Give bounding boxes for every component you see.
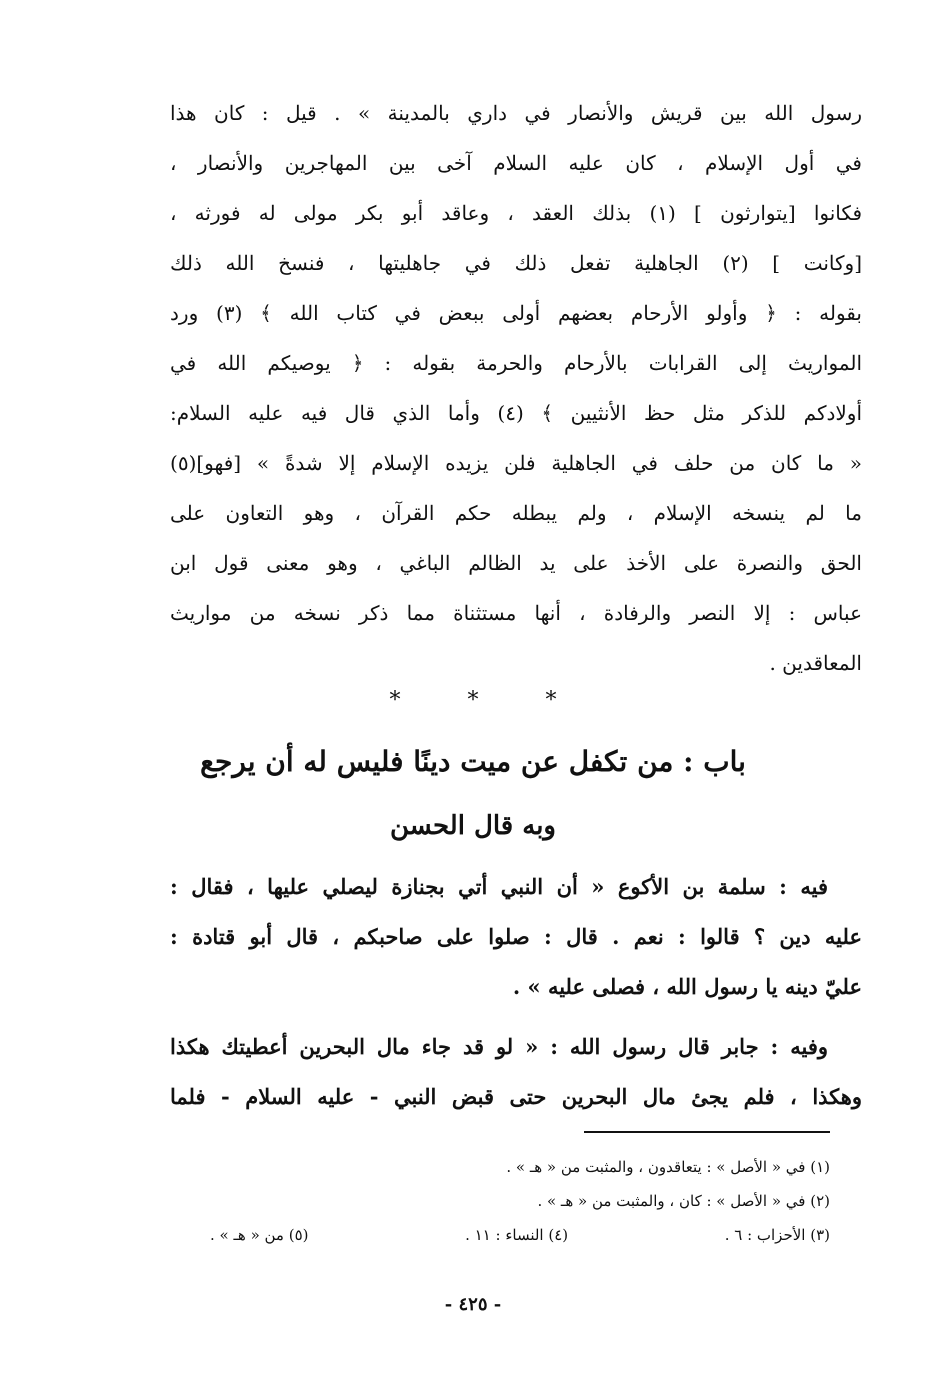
body-line: ما لم ينسخه الإسلام ، ولم يبطله حكم القرآن ، وهو التعاون على [170, 501, 862, 525]
footnote-divider [584, 1131, 830, 1133]
separator-star: * [389, 688, 401, 713]
hadith-line: وفيه : جابر قال رسول الله : « لو قد جاء مال البحرين أعطيتك هكذا [170, 1034, 828, 1059]
footnote-1: (١) في « الأصل » : يتعاقدون ، والمثبت من « هـ » . [506, 1158, 830, 1176]
body-line: المعاقدين . [769, 651, 862, 675]
separator-star: * [545, 688, 557, 713]
footnotes [210, 1150, 830, 1252]
footnote-5: (٥) من « هـ » . [210, 1226, 309, 1244]
body-line: « ما كان من حلف في الجاهلية فلن يزيده الإسلام إلا شدةً » [فهو](٥) [170, 451, 862, 475]
hadith-line: فيه : سلمة بن الأكوع « أن النبي أتي بجنازة ليصلي عليها ، فقال : [170, 874, 828, 899]
body-line: رسول الله بين قريش والأنصار في داري بالمدينة » . قيل : كان هذا [170, 101, 862, 125]
hadith-paragraph-1 [170, 862, 862, 1012]
chapter-title: باب : من تكفل عن ميت دينًا فليس له أن يرجع [200, 745, 746, 778]
footnote-2: (٢) في « الأصل » : كان ، والمثبت من « هـ » . [537, 1192, 830, 1210]
hadith-line: وهكذا ، فلم يجئ مال البحرين حتى قبض النبي - عليه السلام - فلما [170, 1084, 862, 1109]
separator-star: * [467, 688, 479, 713]
body-text [170, 88, 862, 688]
chapter-subtitle: وبه قال الحسن [390, 811, 556, 841]
section-separator [0, 686, 946, 716]
hadith-paragraph-2 [170, 1022, 862, 1122]
footnote-row [210, 1218, 830, 1252]
footnote-4: (٤) النساء : ١١ . [465, 1226, 569, 1244]
body-line: [وكانت ] (٢) الجاهلية تفعل ذلك في جاهليتها ، فنسخ الله ذلك [170, 251, 862, 275]
hadith-line: عليه دين ؟ قالوا : نعم . قال : صلوا على صاحبكم ، قال أبو قتادة : [170, 924, 862, 949]
body-line: في أول الإسلام ، كان عليه السلام آخى بين المهاجرين والأنصار ، [170, 151, 862, 175]
body-line: بقوله : ﴿ وأولو الأرحام بعضهم أولى ببعض في كتاب الله ﴾ (٣) ورد [170, 301, 862, 325]
page-number: - ٤٢٥ - [444, 1294, 502, 1315]
footnote-3: (٣) الأحزاب : ٦ . [724, 1226, 830, 1244]
body-line: فكانوا [يتوارثون ] (١) بذلك العقد ، وعاقد أبو بكر مولى له فورثه ، [170, 201, 862, 225]
body-line: المواريث إلى القرابات بالأرحام والحرمة بقوله : ﴿ يوصيكم الله في [170, 351, 862, 375]
body-line: أولادكم للذكر مثل حظ الأنثيين ﴾ (٤) وأما الذي قال فيه عليه السلام: [170, 401, 862, 425]
body-line: عباس : إلا النصر والرفادة ، أنها مستثناة مما ذكر نسخه من مواريث [170, 601, 862, 625]
body-line: الحق والنصرة على الأخذ على يد الظالم الباغي ، وهو معنى قول ابن [170, 551, 862, 575]
hadith-line: عليّ دينه يا رسول الله ، فصلى عليه » . [512, 974, 862, 999]
